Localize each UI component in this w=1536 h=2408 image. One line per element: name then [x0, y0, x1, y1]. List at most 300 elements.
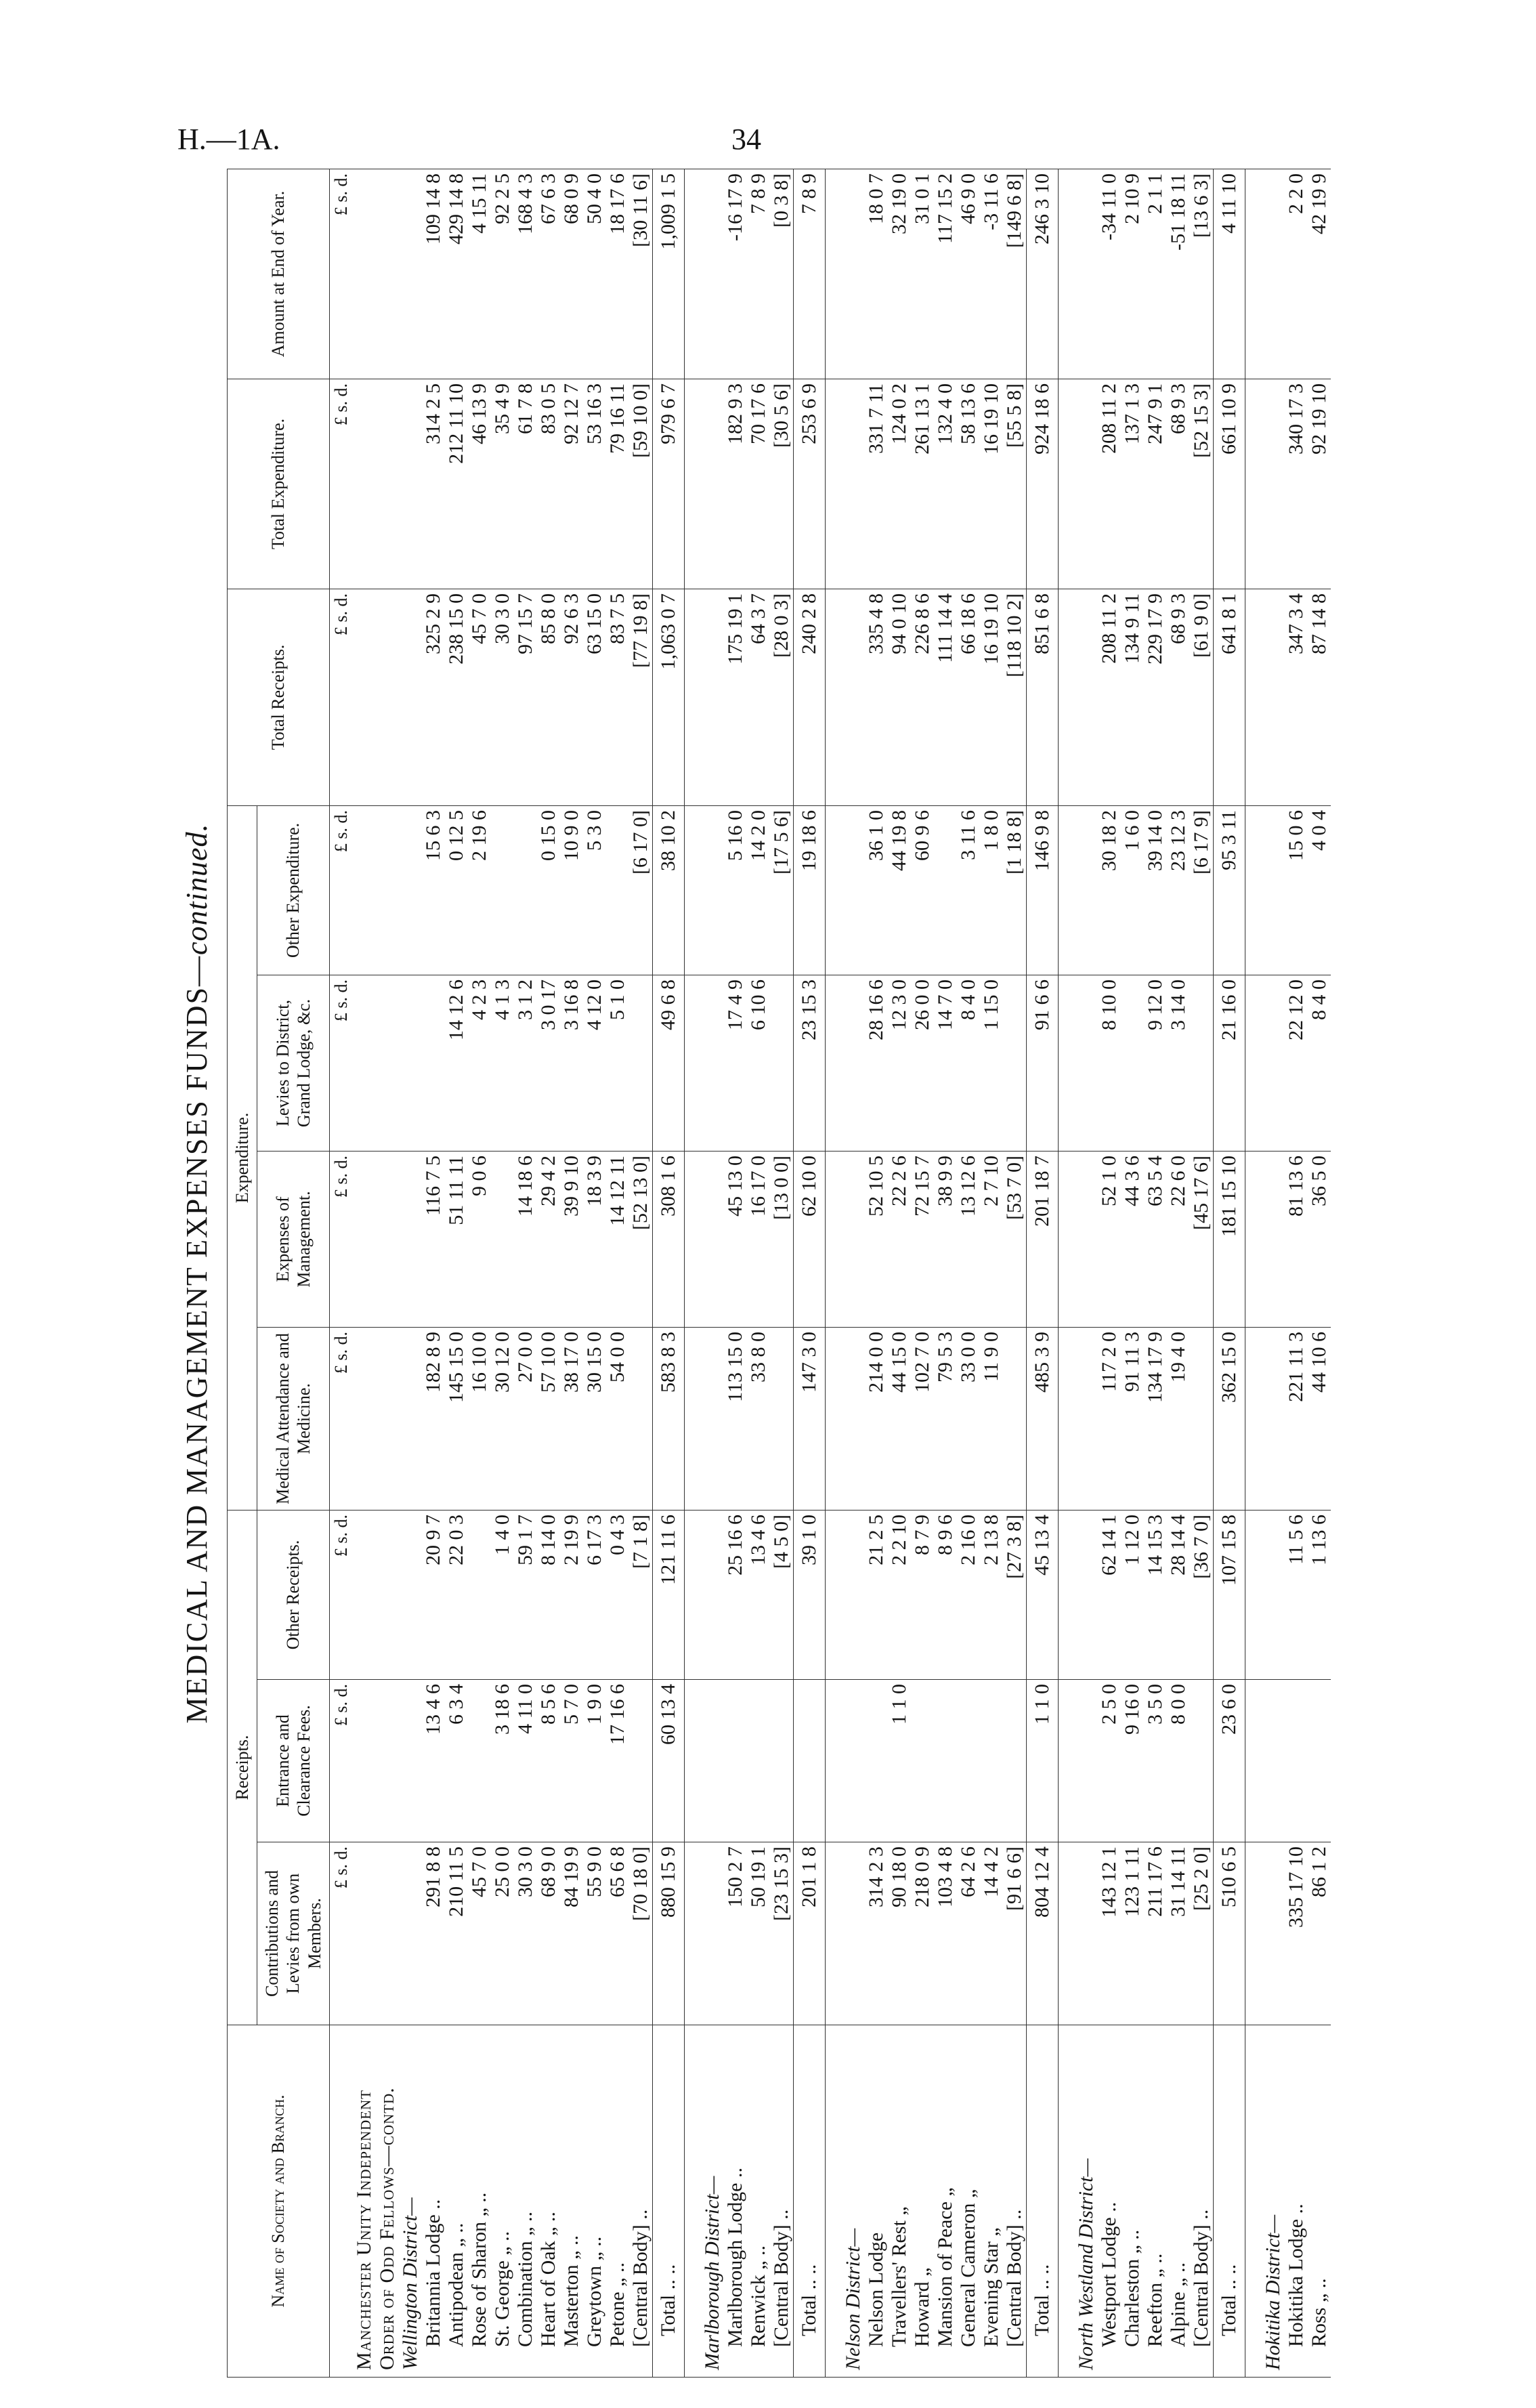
value-cell: [1075, 589, 1098, 805]
value-cell: 0 4 3: [606, 1510, 629, 1679]
value-cell: 641 8 1: [1213, 589, 1245, 805]
spacer-row: [825, 169, 842, 2377]
row-name: Nelson Lodge: [865, 2025, 888, 2378]
value-cell: 314 2 5: [422, 379, 445, 589]
value-cell: [1058, 975, 1075, 1151]
value-cell: [1075, 1842, 1098, 2025]
value-cell: 72 15 7: [911, 1151, 934, 1327]
value-cell: 3 18 6: [491, 1680, 514, 1842]
value-cell: [684, 805, 701, 975]
value-cell: 57 10 0: [537, 1327, 560, 1510]
value-cell: [701, 1327, 724, 1510]
value-cell: [606, 805, 629, 975]
value-cell: 132 4 0: [934, 379, 957, 589]
row-name: Total .. ..: [652, 2025, 684, 2378]
value-cell: 54 0 0: [606, 1327, 629, 1510]
value-cell: 16 19 10: [980, 379, 1003, 589]
value-cell: [353, 379, 376, 589]
row-name: Hokitika Lodge ..: [1285, 2025, 1308, 2378]
value-cell: 19 18 6: [793, 805, 825, 975]
row-name: Petone „ ..: [606, 2025, 629, 2378]
value-cell: 44 3 6: [1121, 1151, 1144, 1327]
value-cell: 208 11 2: [1098, 589, 1121, 805]
value-cell: 8 9 6: [934, 1510, 957, 1679]
value-cell: 8 4 0: [957, 975, 980, 1151]
value-cell: 11 5 6: [1285, 1510, 1308, 1679]
table-row: [980, 169, 1003, 2377]
value-cell: 583 8 3: [652, 1327, 684, 1510]
society-name: Order of Odd Fellows—contd.: [375, 2087, 398, 2370]
value-cell: 134 9 11: [1121, 589, 1144, 805]
value-cell: [1262, 975, 1285, 1151]
value-cell: 182 9 3: [724, 379, 747, 589]
value-cell: [353, 1151, 376, 1327]
units-cell: £ s. d.: [329, 589, 353, 805]
value-cell: 314 2 3: [865, 1842, 888, 2025]
value-cell: [1262, 1680, 1285, 1842]
header-name: Name of Society and Branch.: [228, 2025, 330, 2378]
value-cell: 13 4 6: [422, 1680, 445, 1842]
value-cell: 6 17 3: [583, 1510, 606, 1679]
value-cell: 14 4 2: [980, 1842, 1003, 2025]
table-row: [1285, 169, 1308, 2377]
value-cell: [1245, 589, 1262, 805]
value-cell: 4 11 10: [1213, 169, 1245, 379]
value-cell: 30 3 0: [491, 589, 514, 805]
value-cell: 45 7 0: [468, 589, 491, 805]
value-cell: [468, 1680, 491, 1842]
spacer-row: [684, 169, 701, 2377]
society-name: Manchester Unity Independent: [352, 2090, 375, 2370]
header-levies: Levies to District, Grand Lodge, &c.: [257, 975, 330, 1151]
header-total-receipts: Total Receipts.: [228, 589, 330, 805]
rotated-content: [173, 169, 1473, 2378]
value-cell: [1058, 1680, 1075, 1842]
table-row: [1144, 169, 1167, 2377]
value-cell: 661 10 9: [1213, 379, 1245, 589]
value-cell: [825, 805, 842, 975]
row-name: Nelson District—: [842, 2025, 865, 2378]
value-cell: 851 6 8: [1026, 589, 1058, 805]
value-cell: [770, 975, 794, 1151]
table-row: [491, 169, 514, 2377]
value-cell: 253 6 9: [793, 379, 825, 589]
value-cell: 212 11 10: [445, 379, 468, 589]
value-cell: [1058, 1510, 1075, 1679]
value-cell: [1075, 1151, 1098, 1327]
value-cell: 21 2 5: [865, 1510, 888, 1679]
table-row: [353, 169, 376, 2377]
value-cell: 335 17 10: [1285, 1842, 1308, 2025]
value-cell: [825, 1680, 842, 1842]
units-name-cell: [329, 2025, 353, 2378]
value-cell: [13 0 0]: [770, 1151, 794, 1327]
value-cell: [422, 975, 445, 1151]
value-cell: 45 13 0: [724, 1151, 747, 1327]
value-cell: 340 17 3: [1285, 379, 1308, 589]
row-name: Marlborough Lodge ..: [724, 2025, 747, 2378]
value-cell: 14 15 3: [1144, 1510, 1167, 1679]
value-cell: 30 3 0: [514, 1842, 537, 2025]
value-cell: 91 11 3: [1121, 1327, 1144, 1510]
value-cell: 60 13 4: [652, 1680, 684, 1842]
value-cell: [1245, 1842, 1262, 2025]
value-cell: [1058, 169, 1075, 379]
value-cell: 214 0 0: [865, 1327, 888, 1510]
value-cell: [17 5 6]: [770, 805, 794, 975]
value-cell: 27 0 0: [514, 1327, 537, 1510]
table-row: [1003, 169, 1027, 2377]
spacer-row: [1245, 169, 1262, 2377]
value-cell: 325 2 9: [422, 589, 445, 805]
value-cell: [28 0 3]: [770, 589, 794, 805]
table-row: [1190, 169, 1214, 2377]
value-cell: 4 11 0: [514, 1680, 537, 1842]
value-cell: 15 0 6: [1285, 805, 1308, 975]
table-row: [1121, 169, 1144, 2377]
value-cell: 510 6 5: [1213, 1842, 1245, 2025]
value-cell: [353, 169, 376, 379]
value-cell: [399, 805, 422, 975]
value-cell: 116 7 5: [422, 1151, 445, 1327]
value-cell: [684, 975, 701, 1151]
value-cell: 175 19 1: [724, 589, 747, 805]
value-cell: [6 17 0]: [629, 805, 653, 975]
table-row: [445, 169, 468, 2377]
value-cell: 1,063 0 7: [652, 589, 684, 805]
value-cell: 8 7 9: [911, 1510, 934, 1679]
value-cell: 45 7 0: [468, 1842, 491, 2025]
value-cell: 44 15 0: [888, 1327, 911, 1510]
row-name: Howard „: [911, 2025, 934, 2378]
value-cell: 5 1 0: [606, 975, 629, 1151]
row-name: Total .. ..: [793, 2025, 825, 2378]
row-name: Hokitika District—: [1262, 2025, 1285, 2378]
value-cell: 18 0 7: [865, 169, 888, 379]
value-cell: 18 17 6: [606, 169, 629, 379]
table-row: [606, 169, 629, 2377]
value-cell: 13 4 6: [747, 1510, 770, 1679]
value-cell: [747, 1680, 770, 1842]
value-cell: 92 6 3: [560, 589, 583, 805]
value-cell: 39 14 0: [1144, 805, 1167, 975]
units-cell: £ s. d.: [329, 805, 353, 975]
units-cell: £ s. d.: [329, 1680, 353, 1842]
value-cell: 124 0 2: [888, 379, 911, 589]
value-cell: 137 1 3: [1121, 379, 1144, 589]
value-cell: 335 4 8: [865, 589, 888, 805]
value-cell: 485 3 9: [1026, 1327, 1058, 1510]
value-cell: [376, 975, 399, 1151]
value-cell: 36 5 0: [1308, 1151, 1331, 1327]
value-cell: 5 7 0: [560, 1680, 583, 1842]
header-management: Expenses of Management.: [257, 1151, 330, 1327]
value-cell: 60 9 6: [911, 805, 934, 975]
value-cell: 92 2 5: [491, 169, 514, 379]
value-cell: 3 11 6: [957, 805, 980, 975]
value-cell: 14 12 6: [445, 975, 468, 1151]
value-cell: 102 7 0: [911, 1327, 934, 1510]
row-name: [684, 2025, 701, 2378]
value-cell: [399, 169, 422, 379]
value-cell: [353, 1680, 376, 1842]
value-cell: 95 3 11: [1213, 805, 1245, 975]
header-entrance: Entrance and Clearance Fees.: [257, 1680, 330, 1842]
value-cell: [6 17 9]: [1190, 805, 1214, 975]
value-cell: [55 5 8]: [1003, 379, 1027, 589]
table-row: [422, 169, 445, 2377]
value-cell: [1075, 169, 1098, 379]
value-cell: -16 17 9: [724, 169, 747, 379]
value-cell: 1 6 0: [1121, 805, 1144, 975]
value-cell: 14 12 11: [606, 1151, 629, 1327]
row-name: Britannia Lodge ..: [422, 2025, 445, 2378]
value-cell: [1075, 1680, 1098, 1842]
page-code: H.—1A.: [177, 123, 280, 156]
total-row: [793, 169, 825, 2377]
value-cell: [1245, 805, 1262, 975]
spacer-row: [1058, 169, 1075, 2377]
value-cell: 16 10 0: [468, 1327, 491, 1510]
value-cell: 880 15 9: [652, 1842, 684, 2025]
row-name: Mansion of Peace „: [934, 2025, 957, 2378]
value-cell: 63 15 0: [583, 589, 606, 805]
value-cell: [4 5 0]: [770, 1510, 794, 1679]
row-name: [825, 2025, 842, 2378]
value-cell: [701, 1842, 724, 2025]
value-cell: 67 6 3: [537, 169, 560, 379]
value-cell: 32 19 0: [888, 169, 911, 379]
value-cell: 331 7 11: [865, 379, 888, 589]
value-cell: 1 8 0: [980, 805, 1003, 975]
value-cell: [1190, 1680, 1214, 1842]
value-cell: 1 15 0: [980, 975, 1003, 1151]
value-cell: [1262, 1842, 1285, 2025]
value-cell: [376, 589, 399, 805]
value-cell: 429 14 8: [445, 169, 468, 379]
value-cell: 123 1 11: [1121, 1842, 1144, 2025]
value-cell: 2 2 10: [888, 1510, 911, 1679]
value-cell: 8 4 0: [1308, 975, 1331, 1151]
value-cell: 211 17 6: [1144, 1842, 1167, 2025]
value-cell: 84 19 9: [560, 1842, 583, 2025]
row-name: [376, 2025, 399, 2378]
row-name: [Central Body] ..: [1190, 2025, 1214, 2378]
value-cell: [684, 1842, 701, 2025]
row-name: [Central Body] ..: [770, 2025, 794, 2378]
table-row: [1167, 169, 1190, 2377]
value-cell: 4 12 0: [583, 975, 606, 1151]
row-name: [1058, 2025, 1075, 2378]
value-cell: 8 14 0: [537, 1510, 560, 1679]
value-cell: 117 2 0: [1098, 1327, 1121, 1510]
value-cell: 12 3 0: [888, 975, 911, 1151]
value-cell: [934, 1680, 957, 1842]
value-cell: 107 15 8: [1213, 1510, 1245, 1679]
value-cell: [491, 1151, 514, 1327]
value-cell: [1058, 1327, 1075, 1510]
header-other-expenditure: Other Expenditure.: [257, 805, 330, 975]
value-cell: [1190, 975, 1214, 1151]
value-cell: [1121, 975, 1144, 1151]
value-cell: [36 7 0]: [1190, 1510, 1214, 1679]
value-cell: [865, 1680, 888, 1842]
row-name: [1245, 2025, 1262, 2378]
value-cell: [842, 1151, 865, 1327]
funds-table: [227, 169, 1331, 2378]
value-cell: [376, 379, 399, 589]
value-cell: 13 12 6: [957, 1151, 980, 1327]
value-cell: 146 9 8: [1026, 805, 1058, 975]
value-cell: [376, 805, 399, 975]
value-cell: 4 15 11: [468, 169, 491, 379]
value-cell: 2 5 0: [1098, 1680, 1121, 1842]
header-receipts-group: Receipts.: [228, 1510, 257, 2025]
table-row: [911, 169, 934, 2377]
units-cell: £ s. d.: [329, 1842, 353, 2025]
value-cell: 2 19 6: [468, 805, 491, 975]
row-name: Alpine „ ..: [1167, 2025, 1190, 2378]
value-cell: 85 8 0: [537, 589, 560, 805]
value-cell: [1245, 1510, 1262, 1679]
value-cell: [701, 805, 724, 975]
value-cell: 20 9 7: [422, 1510, 445, 1679]
row-name: Total .. ..: [1026, 2025, 1058, 2378]
value-cell: 143 12 1: [1098, 1842, 1121, 2025]
value-cell: 86 1 2: [1308, 1842, 1331, 2025]
value-cell: 87 14 8: [1308, 589, 1331, 805]
header-total-expenditure: Total Expenditure.: [228, 379, 330, 589]
value-cell: [684, 1327, 701, 1510]
value-cell: [1003, 1680, 1027, 1842]
value-cell: [842, 379, 865, 589]
value-cell: 53 16 3: [583, 379, 606, 589]
value-cell: [1262, 589, 1285, 805]
value-cell: [30 11 6]: [629, 169, 653, 379]
value-cell: [399, 1680, 422, 1842]
value-cell: 113 15 0: [724, 1327, 747, 1510]
value-cell: 145 15 0: [445, 1327, 468, 1510]
header-amount-end: Amount at End of Year.: [228, 169, 330, 379]
value-cell: 4 2 3: [468, 975, 491, 1151]
value-cell: [701, 169, 724, 379]
header-other-receipts: Other Receipts.: [257, 1510, 330, 1679]
value-cell: 8 0 0: [1167, 1680, 1190, 1842]
value-cell: [842, 975, 865, 1151]
value-cell: [1245, 379, 1262, 589]
value-cell: [399, 1327, 422, 1510]
value-cell: [1003, 1327, 1027, 1510]
value-cell: 201 18 7: [1026, 1151, 1058, 1327]
value-cell: [684, 589, 701, 805]
value-cell: 83 0 5: [537, 379, 560, 589]
units-cell: £ s. d.: [329, 1327, 353, 1510]
table-row: [1075, 169, 1098, 2377]
value-cell: [825, 975, 842, 1151]
value-cell: 50 19 1: [747, 1842, 770, 2025]
value-cell: 226 8 6: [911, 589, 934, 805]
table-row: [376, 169, 399, 2377]
value-cell: [149 6 8]: [1003, 169, 1027, 379]
value-cell: [1075, 379, 1098, 589]
total-row: [1213, 169, 1245, 2377]
value-cell: 168 4 3: [514, 169, 537, 379]
value-cell: 11 9 0: [980, 1327, 1003, 1510]
value-cell: [399, 1510, 422, 1679]
row-name: [Central Body] ..: [1003, 2025, 1027, 2378]
value-cell: 8 5 6: [537, 1680, 560, 1842]
value-cell: 23 12 3: [1167, 805, 1190, 975]
value-cell: 23 6 0: [1213, 1680, 1245, 1842]
value-cell: [825, 1151, 842, 1327]
rotated-page-area: [173, 169, 1473, 2378]
value-cell: 2 16 0: [957, 1510, 980, 1679]
value-cell: [701, 1151, 724, 1327]
table-row: [1098, 169, 1121, 2377]
value-cell: 35 4 9: [491, 379, 514, 589]
value-cell: [701, 1680, 724, 1842]
value-cell: 117 15 2: [934, 169, 957, 379]
value-cell: 150 2 7: [724, 1842, 747, 2025]
value-cell: 804 12 4: [1026, 1842, 1058, 2025]
value-cell: 1 13 6: [1308, 1510, 1331, 1679]
value-cell: [770, 1680, 794, 1842]
row-name: Rose of Sharon „ ..: [468, 2025, 491, 2378]
row-name: North Westland District—: [1075, 2025, 1098, 2378]
value-cell: 39 9 10: [560, 1151, 583, 1327]
value-cell: [45 17 6]: [1190, 1151, 1214, 1327]
value-cell: [684, 1680, 701, 1842]
value-cell: 4 1 3: [491, 975, 514, 1151]
row-name: Masterton „ ..: [560, 2025, 583, 2378]
row-name: Travellers' Rest „: [888, 2025, 911, 2378]
value-cell: [0 3 8]: [770, 169, 794, 379]
value-cell: [118 10 2]: [1003, 589, 1027, 805]
value-cell: 9 12 0: [1144, 975, 1167, 1151]
value-cell: 92 12 7: [560, 379, 583, 589]
value-cell: [7 1 8]: [629, 1510, 653, 1679]
value-cell: 221 11 3: [1285, 1327, 1308, 1510]
row-name: Westport Lodge ..: [1098, 2025, 1121, 2378]
value-cell: 30 12 0: [491, 1327, 514, 1510]
value-cell: 22 12 0: [1285, 975, 1308, 1151]
total-row: [1026, 169, 1058, 2377]
table-row: [399, 169, 422, 2377]
value-cell: 3 0 17: [537, 975, 560, 1151]
header-contributions: Contributions and Levies from own Members.: [257, 1842, 330, 2025]
table-row: [770, 169, 794, 2377]
title-suffix: continued.: [180, 823, 213, 955]
value-cell: [1075, 975, 1098, 1151]
value-cell: [23 15 3]: [770, 1842, 794, 2025]
value-cell: 134 17 9: [1144, 1327, 1167, 1510]
value-cell: [13 6 3]: [1190, 169, 1214, 379]
value-cell: 291 8 8: [422, 1842, 445, 2025]
value-cell: [353, 1842, 376, 2025]
value-cell: [1245, 975, 1262, 1151]
value-cell: [376, 1151, 399, 1327]
value-cell: 4 0 4: [1308, 805, 1331, 975]
value-cell: [1245, 1151, 1262, 1327]
value-cell: [91 6 6]: [1003, 1842, 1027, 2025]
value-cell: 30 18 2: [1098, 805, 1121, 975]
value-cell: 7 8 9: [793, 169, 825, 379]
value-cell: 121 11 6: [652, 1510, 684, 1679]
value-cell: 62 14 1: [1098, 1510, 1121, 1679]
value-cell: 38 9 9: [934, 1151, 957, 1327]
value-cell: [353, 805, 376, 975]
value-cell: 362 15 0: [1213, 1327, 1245, 1510]
